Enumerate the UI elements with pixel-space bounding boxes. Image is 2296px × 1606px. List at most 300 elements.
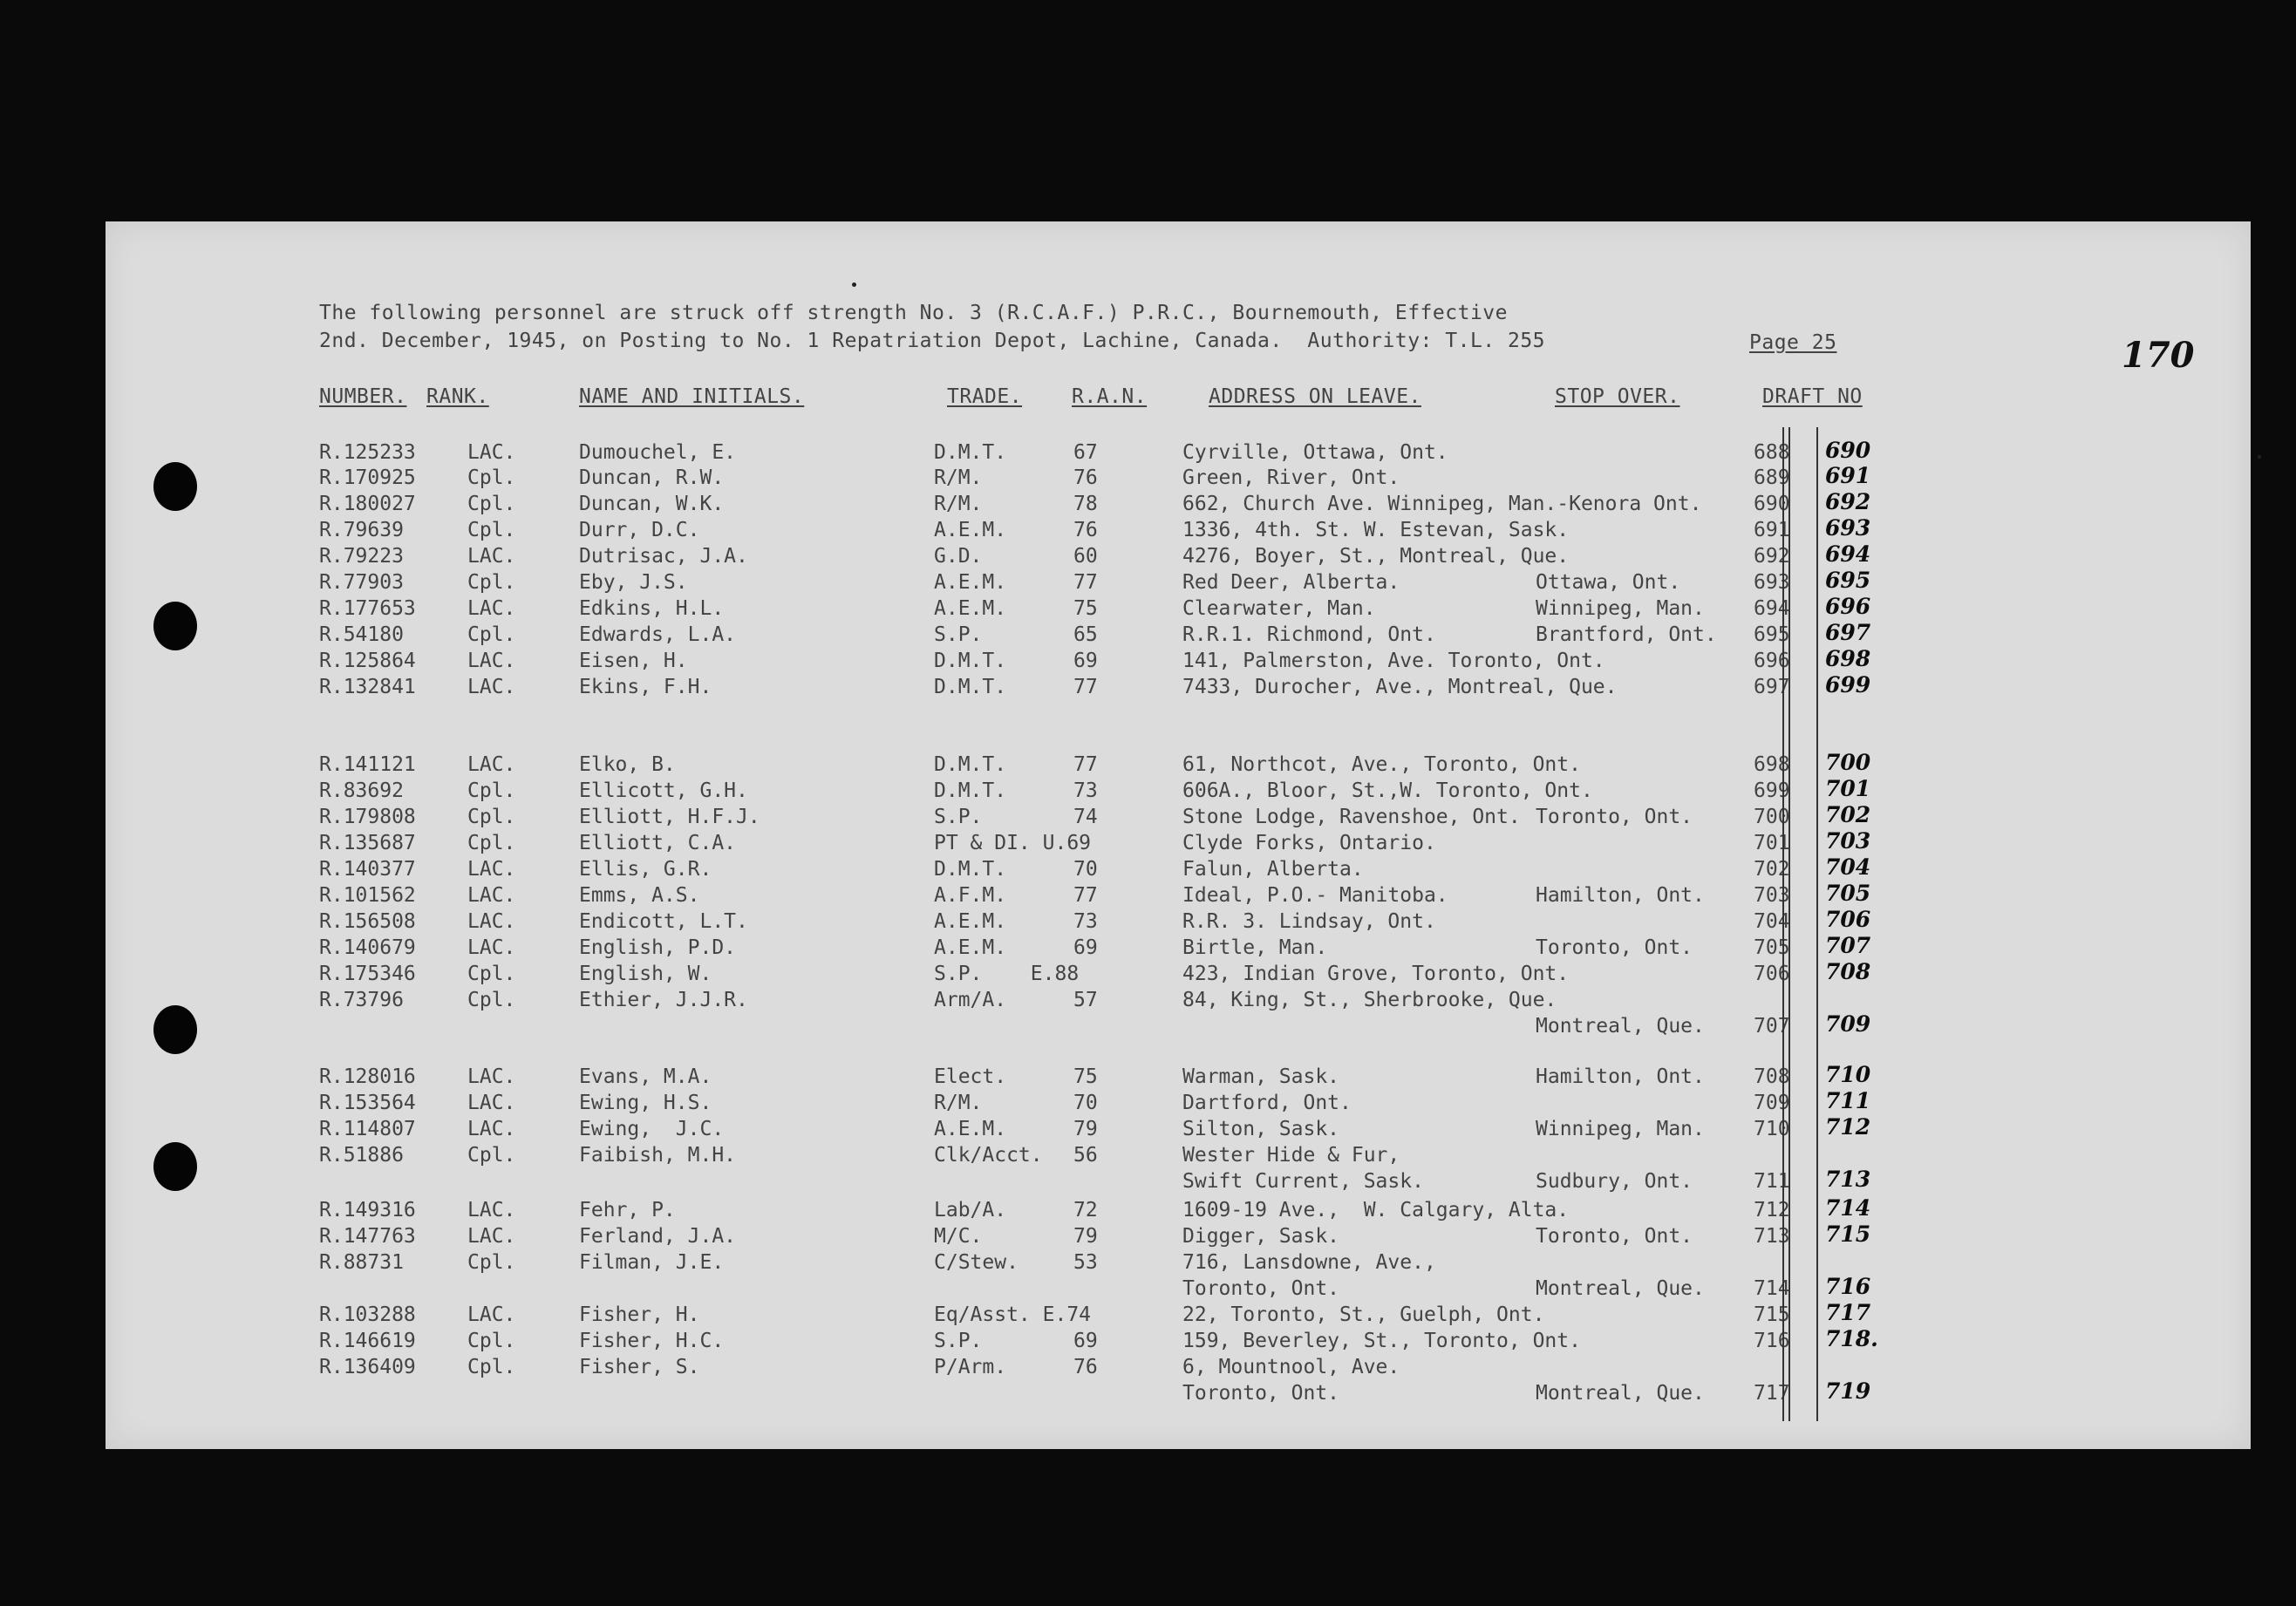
cell-trade: Clk/Acct. [934,1144,1043,1167]
table-row [106,802,2251,832]
cell-ran: 79 [1073,1225,1098,1248]
cell-stopover: Toronto, Ont. [1536,1225,1693,1248]
cell-name: Fisher, H.C. [579,1330,725,1352]
cell-number: R.79223 [319,545,404,568]
cell-address: 423, Indian Grove, Toronto, Ont. [1182,963,1570,985]
table-row [106,854,2251,884]
cell-draft-number: 691 [1825,463,1871,488]
page-label: Page 25 [1749,331,1837,354]
header-line-1: The following personnel are struck off strength No. 3 (R.C.A.F.) P.R.C., Bournemouth, Effective [319,302,1508,324]
cell-ran: 53 [1073,1251,1098,1274]
cell-address: Digger, Sask. [1182,1225,1340,1248]
column-header-ran: R.A.N. [1072,385,1148,408]
cell-address: Wester Hide & Fur, [1182,1144,1400,1167]
cell-draft-number: 695 [1825,568,1871,593]
cell-ran: 79 [1073,1118,1098,1140]
cell-trade: D.M.T. [934,858,1007,881]
cell-address: 61, Northcot, Ave., Toronto, Ont. [1182,753,1581,776]
cell-ran: 73 [1073,910,1098,933]
cell-rank: Cpl. [467,963,516,985]
table-row [106,1195,2251,1225]
cell-trade: P/Arm. [934,1356,1007,1378]
speck [852,282,856,287]
column-header-address: ADDRESS ON LEAVE. [1209,385,1421,408]
cell-ran: 70 [1073,1092,1098,1114]
cell-trade: A.E.M. [934,1118,1007,1140]
cell-trade: A.E.M. [934,519,1007,541]
cell-address: 7433, Durocher, Ave., Montreal, Que. [1182,676,1618,698]
cell-rank: LAC. [467,597,516,620]
cell-number: R.156508 [319,910,416,933]
cell-number: R.79639 [319,519,404,541]
cell-stopover: Montreal, Que. [1536,1382,1705,1405]
cell-sequence: 710 [1754,1118,1790,1140]
cell-trade: A.E.M. [934,936,1007,959]
table-row [106,594,2251,623]
cell-sequence: 698 [1754,753,1790,776]
cell-trade: S.P. [934,806,983,828]
cell-rank: LAC. [467,545,516,568]
cell-rank: Cpl. [467,571,516,594]
cell-sequence: 689 [1754,466,1790,489]
cell-rank: Cpl. [467,779,516,802]
cell-ran: 77 [1073,571,1098,594]
cell-sequence: 694 [1754,597,1790,620]
table-row [106,1011,2251,1041]
punch-hole [153,602,197,650]
cell-address: R.R. 3. Lindsay, Ont. [1182,910,1436,933]
cell-trade: Eq/Asst. E.74 [934,1303,1092,1326]
cell-name: Eby, J.S. [579,571,688,594]
table-row [106,828,2251,858]
cell-number: R.54180 [319,623,404,646]
cell-sequence: 712 [1754,1199,1790,1222]
table-row [106,1274,2251,1303]
cell-name: Endicott, L.T. [579,910,748,933]
cell-address: Falun, Alberta. [1182,858,1364,881]
table-row [106,438,2251,467]
cell-rank: Cpl. [467,519,516,541]
cell-address: 6, Mountnool, Ave. [1182,1356,1400,1378]
cell-trade: A.E.M. [934,597,1007,620]
cell-address: Warman, Sask. [1182,1065,1340,1088]
table-row [106,1062,2251,1092]
cell-rank: LAC. [467,1092,516,1114]
table-row [106,463,2251,493]
cell-sequence: 709 [1754,1092,1790,1114]
table-row [106,672,2251,702]
cell-number: R.180027 [319,493,416,515]
cell-sequence: 711 [1754,1170,1790,1193]
cell-draft-number: 692 [1825,489,1871,514]
cell-sequence: 703 [1754,884,1790,907]
table-row [106,776,2251,806]
cell-name: Durr, D.C. [579,519,700,541]
cell-number: R.149316 [319,1199,416,1222]
cell-rank: Cpl. [467,466,516,489]
cell-draft-number: 719 [1825,1378,1871,1404]
cell-rank: LAC. [467,936,516,959]
cell-name: Dumouchel, E. [579,441,737,464]
cell-draft-number: 710 [1825,1062,1871,1087]
punch-hole [153,1005,197,1054]
cell-draft-number: 713 [1825,1167,1871,1192]
cell-draft-number: 694 [1825,541,1871,567]
cell-name: Edkins, H.L. [579,597,725,620]
cell-trade: Elect. [934,1065,1007,1088]
cell-ran: 77 [1073,676,1098,698]
cell-number: R.51886 [319,1144,404,1167]
cell-number: R.179808 [319,806,416,828]
cell-rank: LAC. [467,1118,516,1140]
cell-number: R.125864 [319,650,416,672]
cell-name: Fisher, S. [579,1356,700,1378]
speck [2258,455,2261,459]
cell-trade: A.F.M. [934,884,1007,907]
cell-sequence: 695 [1754,623,1790,646]
cell-number: R.103288 [319,1303,416,1326]
cell-draft-number: 705 [1825,881,1871,906]
table-row [106,1251,2251,1277]
table-row [106,1088,2251,1118]
cell-rank: LAC. [467,1199,516,1222]
cell-trade: R/M. [934,466,983,489]
cell-trade: S.P. E.88 [934,963,1080,985]
cell-name: Ellicott, G.H. [579,779,748,802]
cell-stopover: Toronto, Ont. [1536,936,1693,959]
cell-trade: S.P. [934,1330,983,1352]
cell-stopover: Montreal, Que. [1536,1277,1705,1300]
cell-address: 662, Church Ave. Winnipeg, Man.-Kenora Ont. [1182,493,1702,515]
punch-hole [153,1142,197,1191]
cell-address: 4276, Boyer, St., Montreal, Que. [1182,545,1570,568]
cell-ran: 69 [1073,1330,1098,1352]
cell-address: 716, Lansdowne, Ave., [1182,1251,1436,1274]
cell-trade: R/M. [934,493,983,515]
table-row [106,646,2251,676]
cell-address: Dartford, Ont. [1182,1092,1352,1114]
cell-trade: S.P. [934,623,983,646]
cell-trade: D.M.T. [934,441,1007,464]
column-header-name: NAME AND INITIALS. [579,385,805,408]
cell-trade: A.E.M. [934,571,1007,594]
table-row [106,515,2251,545]
cell-ran: 74 [1073,806,1098,828]
cell-name: Elliott, H.F.J. [579,806,760,828]
cell-name: Duncan, W.K. [579,493,725,515]
cell-stopover: Hamilton, Ont. [1536,1065,1705,1088]
cell-trade: M/C. [934,1225,983,1248]
cell-name: Elliott, C.A. [579,832,737,854]
cell-address: 606A., Bloor, St.,W. Toronto, Ont. [1182,779,1593,802]
cell-address: Swift Current, Sask. [1182,1170,1424,1193]
cell-trade: R/M. [934,1092,983,1114]
cell-rank: Cpl. [467,989,516,1011]
cell-number: R.101562 [319,884,416,907]
cell-trade: D.M.T. [934,676,1007,698]
cell-number: R.83692 [319,779,404,802]
cell-name: Ewing, H.S. [579,1092,712,1114]
cell-address: R.R.1. Richmond, Ont. [1182,623,1436,646]
table-row [106,1222,2251,1251]
cell-name: Fisher, H. [579,1303,700,1326]
cell-ran: 77 [1073,753,1098,776]
cell-rank: Cpl. [467,832,516,854]
cell-sequence: 702 [1754,858,1790,881]
cell-number: R.141121 [319,753,416,776]
cell-ran: 69 [1073,650,1098,672]
cell-address: Cyrville, Ottawa, Ont. [1182,441,1448,464]
cell-ran: 76 [1073,466,1098,489]
cell-rank: LAC. [467,1065,516,1088]
cell-sequence: 713 [1754,1225,1790,1248]
cell-ran: 78 [1073,493,1098,515]
table-row [106,1326,2251,1356]
cell-ran: 73 [1073,779,1098,802]
cell-draft-number: 707 [1825,933,1871,958]
cell-sequence: 691 [1754,519,1790,541]
table-row [106,541,2251,571]
cell-number: R.170925 [319,466,416,489]
cell-sequence: 714 [1754,1277,1790,1300]
cell-name: Ethier, J.J.R. [579,989,748,1011]
cell-sequence: 715 [1754,1303,1790,1326]
cell-rank: LAC. [467,884,516,907]
cell-draft-number: 699 [1825,672,1871,698]
cell-draft-number: 698 [1825,646,1871,671]
cell-draft-number: 709 [1825,1011,1871,1037]
cell-address: Toronto, Ont. [1182,1382,1340,1405]
cell-name: Filman, J.E. [579,1251,725,1274]
table-row [106,1356,2251,1382]
cell-name: English, W. [579,963,712,985]
cell-ran: 77 [1073,884,1098,907]
cell-name: Faibish, M.H. [579,1144,737,1167]
cell-number: R.147763 [319,1225,416,1248]
cell-ran: 67 [1073,441,1098,464]
cell-address: Stone Lodge, Ravenshoe, Ont. [1182,806,1521,828]
cell-trade: Lab/A. [934,1199,1007,1222]
cell-sequence: 708 [1754,1065,1790,1088]
cell-draft-number: 714 [1825,1195,1871,1221]
cell-stopover: Winnipeg, Man. [1536,1118,1705,1140]
cell-rank: Cpl. [467,1356,516,1378]
table-row [106,750,2251,779]
cell-name: Elko, B. [579,753,676,776]
cell-rank: Cpl. [467,1330,516,1352]
cell-number: R.175346 [319,963,416,985]
cell-stopover: Hamilton, Ont. [1536,884,1705,907]
handwritten-page-number: 170 [2122,335,2195,376]
table-row [106,1114,2251,1144]
cell-sequence: 697 [1754,676,1790,698]
cell-draft-number: 704 [1825,854,1871,880]
cell-rank: LAC. [467,441,516,464]
cell-draft-number: 708 [1825,959,1871,984]
table-row [106,959,2251,989]
cell-trade: D.M.T. [934,779,1007,802]
column-header-rank: RANK. [426,385,489,408]
cell-ran: 70 [1073,858,1098,881]
cell-trade: PT & DI. U.69 [934,832,1092,854]
cell-number: R.136409 [319,1356,416,1378]
cell-draft-number: 715 [1825,1222,1871,1247]
cell-draft-number: 711 [1825,1088,1871,1113]
cell-address: Toronto, Ont. [1182,1277,1340,1300]
cell-number: R.140377 [319,858,416,881]
cell-draft-number: 717 [1825,1300,1871,1325]
column-header-stopover: STOP OVER. [1555,385,1680,408]
cell-rank: LAC. [467,676,516,698]
header-line-2: 2nd. December, 1945, on Posting to No. 1 Repatriation Depot, Lachine, Canada. Authority: T.L. 255 [319,330,1546,352]
cell-number: R.77903 [319,571,404,594]
cell-number: R.153564 [319,1092,416,1114]
table-row [106,1378,2251,1408]
cell-ran: 57 [1073,989,1098,1011]
cell-sequence: 716 [1754,1330,1790,1352]
cell-name: English, P.D. [579,936,737,959]
cell-sequence: 692 [1754,545,1790,568]
cell-name: Duncan, R.W. [579,466,725,489]
cell-sequence: 704 [1754,910,1790,933]
cell-sequence: 701 [1754,832,1790,854]
cell-address: 84, King, St., Sherbrooke, Que. [1182,989,1557,1011]
cell-sequence: 705 [1754,936,1790,959]
cell-trade: D.M.T. [934,753,1007,776]
cell-address: Clearwater, Man. [1182,597,1376,620]
cell-rank: LAC. [467,1303,516,1326]
cell-number: R.125233 [319,441,416,464]
cell-number: R.73796 [319,989,404,1011]
table-row [106,1300,2251,1330]
cell-name: Dutrisac, J.A. [579,545,748,568]
cell-draft-number: 718. [1825,1326,1878,1351]
cell-ran: 60 [1073,545,1098,568]
column-header-number: NUMBER. [319,385,407,408]
cell-sequence: 717 [1754,1382,1790,1405]
cell-address: Silton, Sask. [1182,1118,1340,1140]
cell-name: Fehr, P. [579,1199,676,1222]
cell-stopover: Montreal, Que. [1536,1015,1705,1038]
cell-number: R.132841 [319,676,416,698]
cell-draft-number: 716 [1825,1274,1871,1299]
cell-address: Red Deer, Alberta. [1182,571,1400,594]
cell-sequence: 693 [1754,571,1790,594]
cell-rank: Cpl. [467,1144,516,1167]
cell-rank: Cpl. [467,623,516,646]
cell-address: Green, River, Ont. [1182,466,1400,489]
table-row [106,989,2251,1015]
cell-number: R.128016 [319,1065,416,1088]
cell-sequence: 700 [1754,806,1790,828]
cell-trade: D.M.T. [934,650,1007,672]
table-row [106,620,2251,650]
cell-sequence: 707 [1754,1015,1790,1038]
cell-ran: 56 [1073,1144,1098,1167]
cell-address: 1336, 4th. St. W. Estevan, Sask. [1182,519,1570,541]
cell-draft-number: 706 [1825,907,1871,932]
cell-draft-number: 703 [1825,828,1871,854]
cell-number: R.135687 [319,832,416,854]
document-page [106,221,2251,1449]
cell-address: 22, Toronto, St., Guelph, Ont. [1182,1303,1545,1326]
cell-ran: 75 [1073,597,1098,620]
cell-name: Evans, M.A. [579,1065,712,1088]
cell-number: R.146619 [319,1330,416,1352]
cell-draft-number: 696 [1825,594,1871,619]
cell-ran: 69 [1073,936,1098,959]
cell-number: R.140679 [319,936,416,959]
cell-rank: Cpl. [467,1251,516,1274]
cell-ran: 65 [1073,623,1098,646]
cell-address: Ideal, P.O.- Manitoba. [1182,884,1448,907]
cell-rank: LAC. [467,1225,516,1248]
cell-ran: 76 [1073,519,1098,541]
cell-stopover: Sudbury, Ont. [1536,1170,1693,1193]
cell-draft-number: 697 [1825,620,1871,645]
cell-stopover: Winnipeg, Man. [1536,597,1705,620]
cell-rank: LAC. [467,650,516,672]
cell-name: Ekins, F.H. [579,676,712,698]
cell-address: Clyde Forks, Ontario. [1182,832,1436,854]
cell-name: Emms, A.S. [579,884,700,907]
table-row [106,907,2251,936]
cell-sequence: 699 [1754,779,1790,802]
cell-sequence: 690 [1754,493,1790,515]
cell-address: 1609-19 Ave., W. Calgary, Alta. [1182,1199,1570,1222]
cell-ran: 72 [1073,1199,1098,1222]
punch-hole [153,462,197,511]
cell-name: Eisen, H. [579,650,688,672]
cell-name: Ewing, J.C. [579,1118,725,1140]
table-row [106,568,2251,597]
cell-number: R.88731 [319,1251,404,1274]
cell-draft-number: 702 [1825,802,1871,827]
column-header-trade: TRADE. [947,385,1023,408]
cell-sequence: 706 [1754,963,1790,985]
cell-draft-number: 690 [1825,438,1871,463]
cell-stopover: Brantford, Ont. [1536,623,1717,646]
cell-rank: Cpl. [467,493,516,515]
cell-stopover: Ottawa, Ont. [1536,571,1681,594]
table-row [106,933,2251,963]
cell-draft-number: 693 [1825,515,1871,541]
cell-address: 159, Beverley, St., Toronto, Ont. [1182,1330,1581,1352]
cell-sequence: 688 [1754,441,1790,464]
cell-trade: Arm/A. [934,989,1007,1011]
cell-ran: 76 [1073,1356,1098,1378]
cell-ran: 75 [1073,1065,1098,1088]
cell-draft-number: 712 [1825,1114,1871,1140]
table-row [106,881,2251,910]
table-row [106,1144,2251,1170]
cell-number: R.177653 [319,597,416,620]
cell-name: Edwards, L.A. [579,623,737,646]
cell-trade: G.D. [934,545,983,568]
cell-rank: LAC. [467,910,516,933]
cell-draft-number: 700 [1825,750,1871,775]
cell-draft-number: 701 [1825,776,1871,801]
cell-number: R.114807 [319,1118,416,1140]
table-row [106,489,2251,519]
cell-trade: A.E.M. [934,910,1007,933]
cell-rank: LAC. [467,753,516,776]
cell-rank: LAC. [467,858,516,881]
cell-sequence: 696 [1754,650,1790,672]
cell-trade: C/Stew. [934,1251,1019,1274]
table-row [106,1167,2251,1196]
cell-rank: Cpl. [467,806,516,828]
